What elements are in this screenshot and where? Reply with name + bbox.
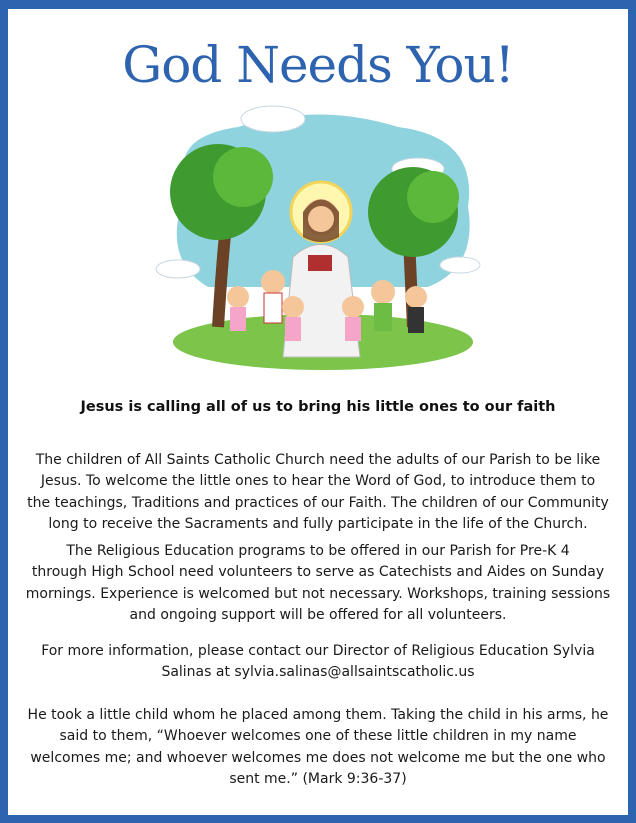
text-line: The children of All Saints Catholic Church need the adults of our Parish to be like <box>35 452 601 468</box>
text-line: mornings. Experience is welcomed but not necessary. Workshops, training sessions <box>25 585 611 602</box>
text-line: For more information, please contact our Director of Religious Education Sylvia <box>41 643 595 659</box>
contact-email-line: Salinas at sylvia.salinas@allsaintscatholic.us <box>161 664 475 681</box>
text-line: and ongoing support will be offered for all volunteers. <box>129 606 507 623</box>
text-line: The Religious Education programs to be offered in our Parish for Pre-K 4 <box>66 543 570 559</box>
jesus-with-children-illustration <box>148 97 488 377</box>
text-line: said to them, “Whoever welcomes one of these little children in my name <box>59 728 577 745</box>
paragraph-programs <box>8 541 628 626</box>
text-line: the teachings, Traditions and practices of our Faith. The children of our Community <box>27 494 609 511</box>
paragraph-contact <box>8 641 628 684</box>
text-line: welcomes me; and whoever welcomes me does not welcome me but the one who <box>30 749 606 766</box>
subheading: Jesus is calling all of us to bring his little ones to our faith <box>80 399 556 415</box>
text-line: Jesus. To welcome the little ones to hear the Word of God, to introduce them to <box>40 473 596 490</box>
text-line: sent me.” (Mark 9:36-37) <box>229 770 407 787</box>
paragraph-intro <box>8 450 628 535</box>
text-line: long to receive the Sacraments and fully participate in the life of the Church. <box>48 515 588 532</box>
flyer-page <box>8 9 628 815</box>
text-line: through High School need volunteers to serve as Catechists and Aides on Sunday <box>31 564 605 581</box>
page-title: God Needs You! <box>122 36 514 94</box>
text-line: He took a little child whom he placed among them. Taking the child in his arms, he <box>27 707 609 723</box>
paragraph-scripture <box>8 705 628 790</box>
